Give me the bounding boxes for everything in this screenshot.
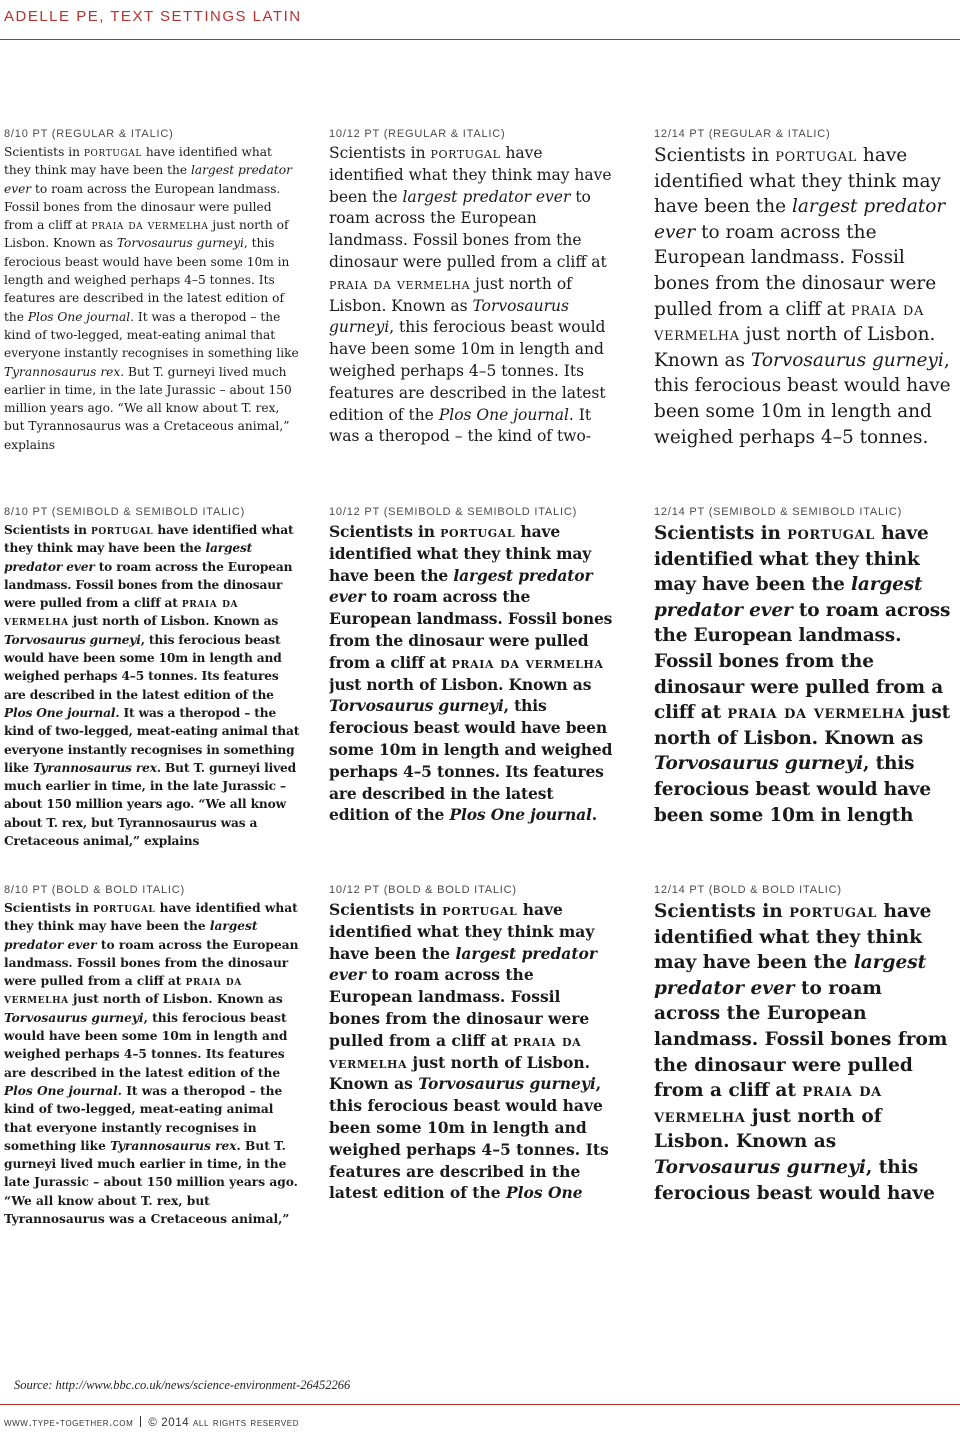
specimen-text: Scientists in portugal have identified what they think may have been the largest predator ever to roam across the European landmass. Fossil bones from the dinosaur were pulled from a cliff at praia da vermelha just north of Lisbon. Known as Torvosaurus gurneyi, this ferocious beast would have been some 10m in length [654, 523, 951, 826]
page-title: ADELLE PE, TEXT SETTINGS LATIN [4, 8, 302, 25]
specimen-semibold-8pt [4, 506, 300, 848]
specimen-regular-10pt [329, 128, 613, 448]
specimen-text: Scientists in portugal have identified what they think may have been the largest predator ever to roam across the European landmass. Fossil bones from the dinosaur were pulled from a cliff at praia da vermelha just north of Lisbon. Known as Torvosaurus gurneyi, this ferocious beast would have been some 10m in length and weighed perhaps 4–5 tonnes. Its features are described in the latest edition of the Plos One journal. [329, 522, 613, 825]
specimen-label: 10/12 PT (SEMIBOLD & SEMIBOLD ITALIC) [329, 506, 578, 518]
header-rule [0, 39, 960, 40]
footer-copyright: © 2014 all rights reserved [148, 1417, 300, 1429]
specimen-text: Scientists in portugal have identified what they think may have been the largest predator ever to roam across the European landmass. Fossil bones from the dinosaur were pulled from a cliff at praia da vermelha just north of Lisbon. Known as Torvosaurus gurneyi, this ferocious beast would have been some 10m in length and weighed perhaps 4–5 tonnes. [654, 145, 951, 448]
specimen-bold-10pt [329, 884, 613, 1204]
footer-rule [0, 1404, 960, 1405]
specimen-label: 12/14 PT (BOLD & BOLD ITALIC) [654, 884, 842, 896]
specimen-label: 10/12 PT (REGULAR & ITALIC) [329, 128, 506, 140]
specimen-label: 12/14 PT (SEMIBOLD & SEMIBOLD ITALIC) [654, 506, 903, 518]
source-citation: Source: http://www.bbc.co.uk/news/science-environment-26452266 [14, 1378, 351, 1392]
specimen-regular-12pt [654, 128, 954, 451]
specimen-text: Scientists in portugal have identified what they think may have been the largest predator ever to roam across the European landmass. Fossil bones from the dinosaur were pulled from a cliff at praia da vermelha just north of Lisbon. Known as Torvosaurus gurneyi, this ferocious beast would have been some 10m in length and weighed perhaps 4–5 tonnes. Its features are described in the latest edition of the Plos One journal. It was a theropod – the kind of two-legged, meat-eating animal that everyone instantly recognises in something like Tyrannosaurus rex. But T. gurneyi lived much earlier in time, in the late Jurassic – about 150 million years ago. “We all know about T. rex, but Tyrannosaurus was a Cretaceous animal,” explains [4, 523, 300, 848]
specimen-label: 8/10 PT (SEMIBOLD & SEMIBOLD ITALIC) [4, 506, 246, 518]
specimen-label: 12/14 PT (REGULAR & ITALIC) [654, 128, 831, 140]
footer-separator [140, 1416, 141, 1427]
specimen-text: Scientists in portugal have identified what they think may have been the largest predator ever to roam across the European landmass. Fossil bones from the dinosaur were pulled from a cliff at praia da vermelha just north of Lisbon. Known as Torvosaurus gurneyi, this ferocious beast would have been some 10m in length and weighed perhaps 4–5 tonnes. Its features are described in the latest edition of the Plos One journal. It was a theropod – the kind of two-legged, meat-eating animal that everyone instantly recognises in something like Tyrannosaurus rex. But T. gurneyi lived much earlier in time, in the late Jurassic – about 150 million years ago. “We all know about T. rex, but Tyrannosaurus was a Cretaceous animal,” [4, 901, 299, 1226]
specimen-bold-12pt [654, 884, 954, 1207]
specimen-semibold-12pt [654, 506, 954, 829]
footer-site-link[interactable]: www.type-together.com [4, 1417, 134, 1429]
specimen-text: Scientists in portugal have identified what they think may have been the largest predator ever to roam across the European landmass. Fossil bones from the dinosaur were pulled from a cliff at praia da vermelha just north of Lisbon. Known as Torvosaurus gurneyi, this ferocious beast would have been some 10m in length and weighed perhaps 4–5 tonnes. Its features are described in the latest edition of the Plos One [329, 900, 609, 1203]
specimen-label: 10/12 PT (BOLD & BOLD ITALIC) [329, 884, 517, 896]
specimen-regular-8pt [4, 128, 300, 470]
specimen-bold-8pt [4, 884, 300, 1226]
specimen-text: Scientists in portugal have identified what they think may have been the largest predator ever to roam across the European landmass. Fossil bones from the dinosaur were pulled from a cliff at praia da vermelha just north of Lisbon. Known as Torvosaurus gurneyi, this ferocious beast would have been some 10m in length and weighed perhaps 4–5 tonnes. Its features are described in the latest edition of the Plos One journal. It was a theropod – the kind of two- [329, 144, 612, 446]
specimen-text: Scientists in portugal have identified what they think may have been the largest predator ever to roam across the European landmass. Fossil bones from the dinosaur were pulled from a cliff at praia da vermelha just north of Lisbon. Known as Torvosaurus gurneyi, this ferocious beast would have been some 10m in length and weighed perhaps 4–5 tonnes. Its features are described in the latest edition of the Plos One journal. It was a theropod – the kind of two-legged, meat-eating animal that everyone instantly recognises in something like Tyrannosaurus rex. But T. gurneyi lived much earlier in time, in the late Jurassic – about 150 million years ago. “We all know about T. rex, but Tyrannosaurus was a Cretaceous animal,” explains [4, 145, 299, 452]
footer [4, 1416, 299, 1429]
specimen-label: 8/10 PT (BOLD & BOLD ITALIC) [4, 884, 185, 896]
specimen-semibold-10pt [329, 506, 613, 826]
specimen-text: Scientists in portugal have identified what they think may have been the largest predator ever to roam across the European landmass. Fossil bones from the dinosaur were pulled from a cliff at praia da vermelha just north of Lisbon. Known as Torvosaurus gurneyi, this ferocious beast would have [654, 901, 948, 1204]
specimen-label: 8/10 PT (REGULAR & ITALIC) [4, 128, 174, 140]
